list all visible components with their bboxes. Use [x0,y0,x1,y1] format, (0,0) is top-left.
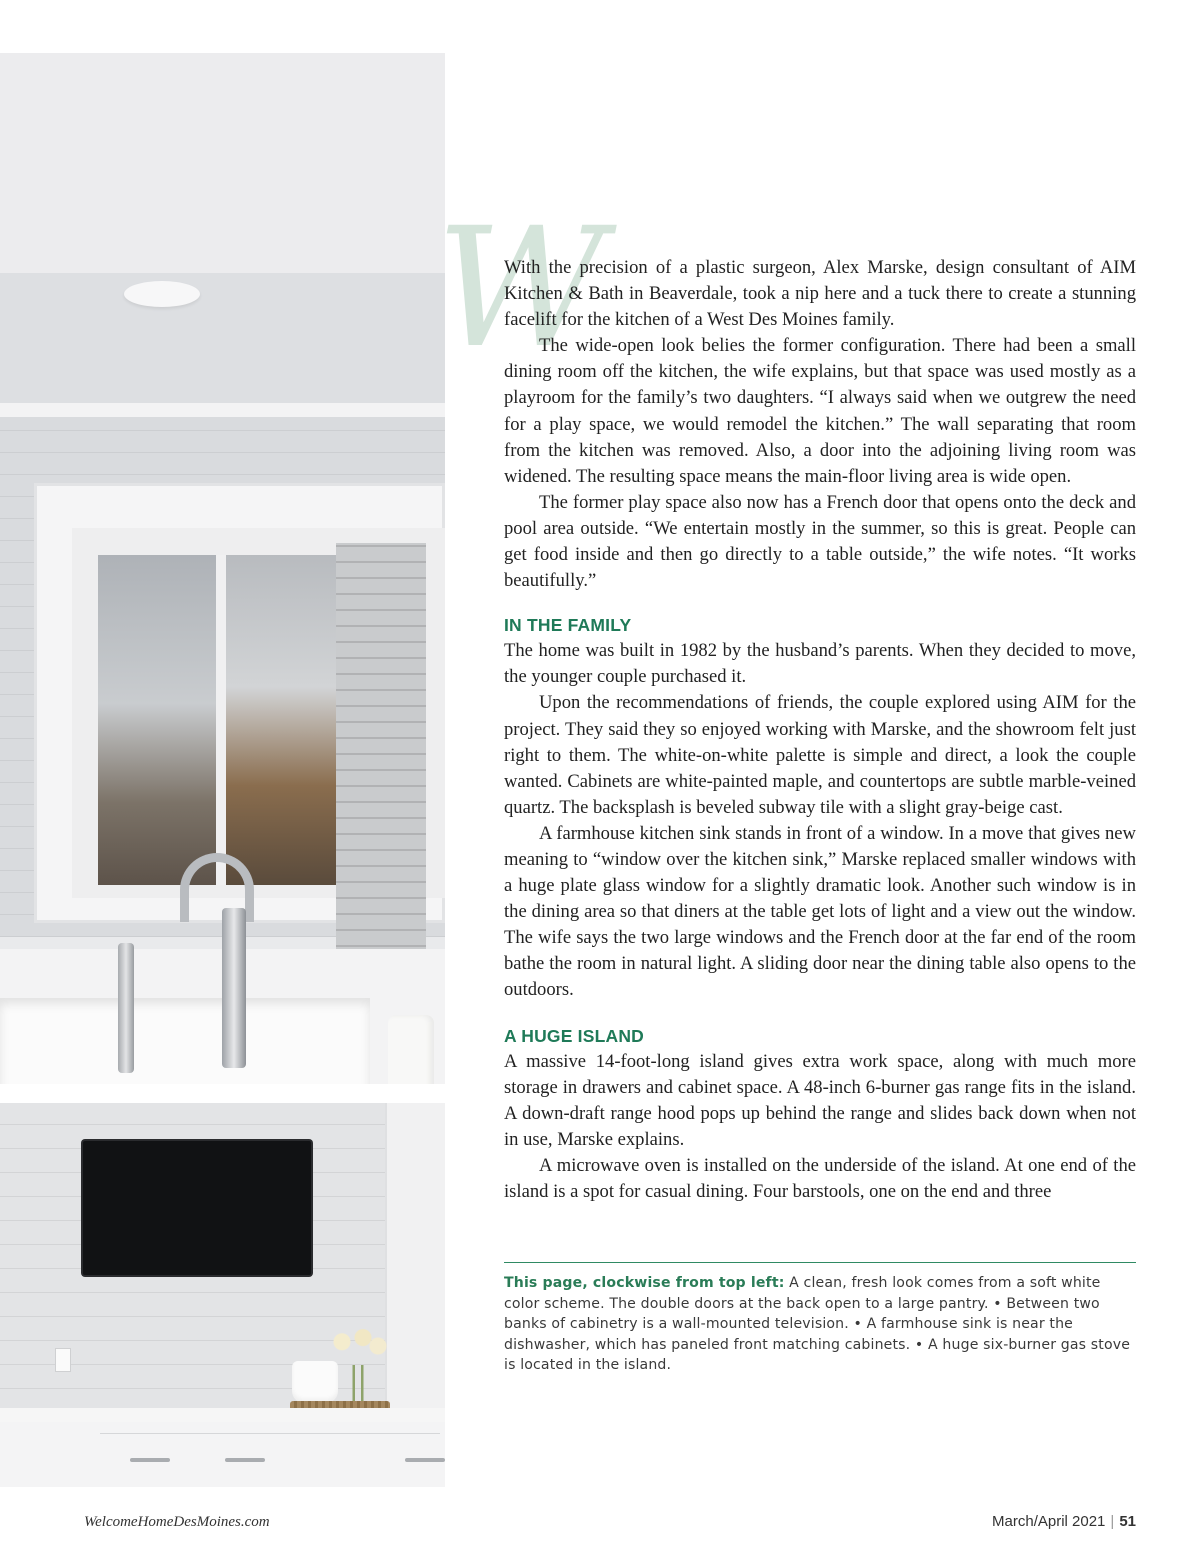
stacked-bowls [292,1361,338,1403]
kitchen-sink-photo [0,53,445,1084]
paragraph: A microwave oven is installed on the underside of the island. At one end of the island is a spot for casual dining. Four barstools, one on the end and three [504,1154,1136,1202]
wall-outlet [55,1348,71,1372]
paragraph: The home was built in 1982 by the husband’s parents. When they decided to move, the younger couple purchased it. [504,640,1136,688]
article-body [504,255,1136,1205]
caption-lead: This page, clockwise from top left: [504,1275,785,1291]
section-heading: IN THE FAMILY [504,615,632,636]
drawer-pull [130,1458,170,1462]
exterior-siding [336,543,426,963]
crown-molding [0,403,445,417]
paragraph: The wide-open look belies the former configuration. There had been a small dining room off the kitchen, the wife explains, but that space was used mostly as a playroom for the family’s two daughters. “I always said when we outgrew the need for a play space, we would remodel the kitchen.” The wall separating that room from the kitchen was removed. Also, a door into the adjoining living room was widened. The resulting space means the main-floor living area is wide open. [504,335,1136,487]
paragraph: The former play space also now has a French door that opens onto the deck and pool area outside. “We entertain mostly in the summer, so this is great. People can get food inside and then go directly to a table outside,” the wife notes. “It works beautifully.” [504,491,1136,592]
window-glass-right [226,555,336,885]
photo-caption [504,1273,1136,1376]
folio-separator: | [1110,1513,1115,1530]
filter-tap [118,943,134,1073]
tulip-bouquet [330,1325,390,1367]
caption-divider [504,1262,1136,1263]
footer-website: WelcomeHomeDesMoines.com [84,1514,270,1530]
paragraph: With the precision of a plastic surgeon, Alex Marske, design consultant of AIM Kitchen & Bath in Beaverdale, took a nip here and a tuck there to create a stunning facelift for the kitchen of a West Des Moines family. [504,257,1136,331]
drawer-pull [225,1458,265,1462]
drawer-pull [405,1458,445,1462]
photo-ceiling [0,53,445,273]
base-cabinets [0,1422,445,1487]
wall-mounted-television [83,1141,311,1275]
faucet-body [222,908,246,1068]
countertop [0,1408,445,1422]
drawer-seam [100,1433,440,1434]
footer-folio [992,1513,1136,1530]
window-sash-bar [216,555,226,885]
page-number: 51 [1119,1513,1136,1530]
window-glass-left [98,555,216,885]
paragraph: Upon the recommendations of friends, the couple explored using AIM for the project. They said they so enjoyed working with Marske, and the showroom felt just right to them. The white-on-white palette is simple and direct, a look the couple wanted. Cabinets are white-painted maple, and countertops are subtle marble-veined quartz. The backsplash is beveled subway tile with a slight gray-beige cast. [504,692,1136,818]
paragraph: A massive 14-foot-long island gives extra work space, along with much more storage in drawers and cabinet space. A 48-inch 6-burner gas range fits in the island. A down-draft range hood pops up behind the range and slides back down when not in use, Marske explains. [504,1050,1136,1150]
farmhouse-sink [0,998,370,1084]
section-heading: A HUGE ISLAND [504,1025,645,1046]
television-wall-photo [0,1103,445,1487]
paragraph: A farmhouse kitchen sink stands in front of a window. In a move that gives new meaning to “window over the kitchen sink,” Marske replaced smaller windows with a huge plate glass window for a slightly dramatic look. Another such window is in the dining area so that diners at the table get lots of light and a view out the window. The wife says the two large windows and the French door at the far end of the room bathe the room in natural light. A sliding door near the dining table also opens to the outdoors. [504,822,1136,1001]
soap-bottle [388,1015,434,1084]
issue-date: March/April 2021 [992,1513,1106,1530]
caption-text: A clean, fresh look comes from a soft white color scheme. The double doors at the back open to a large pantry. • Between two banks of cabinetry is a wall-mounted television. • A farmhouse sink is near the dishwasher, which has paneled front matching cabinets. • A huge six-burner gas stove is located in the island. [504,1275,1131,1374]
decorative-dropcap: W [436,192,606,384]
tulip-stems [344,1365,372,1405]
ceiling-light-fixture [124,281,200,307]
